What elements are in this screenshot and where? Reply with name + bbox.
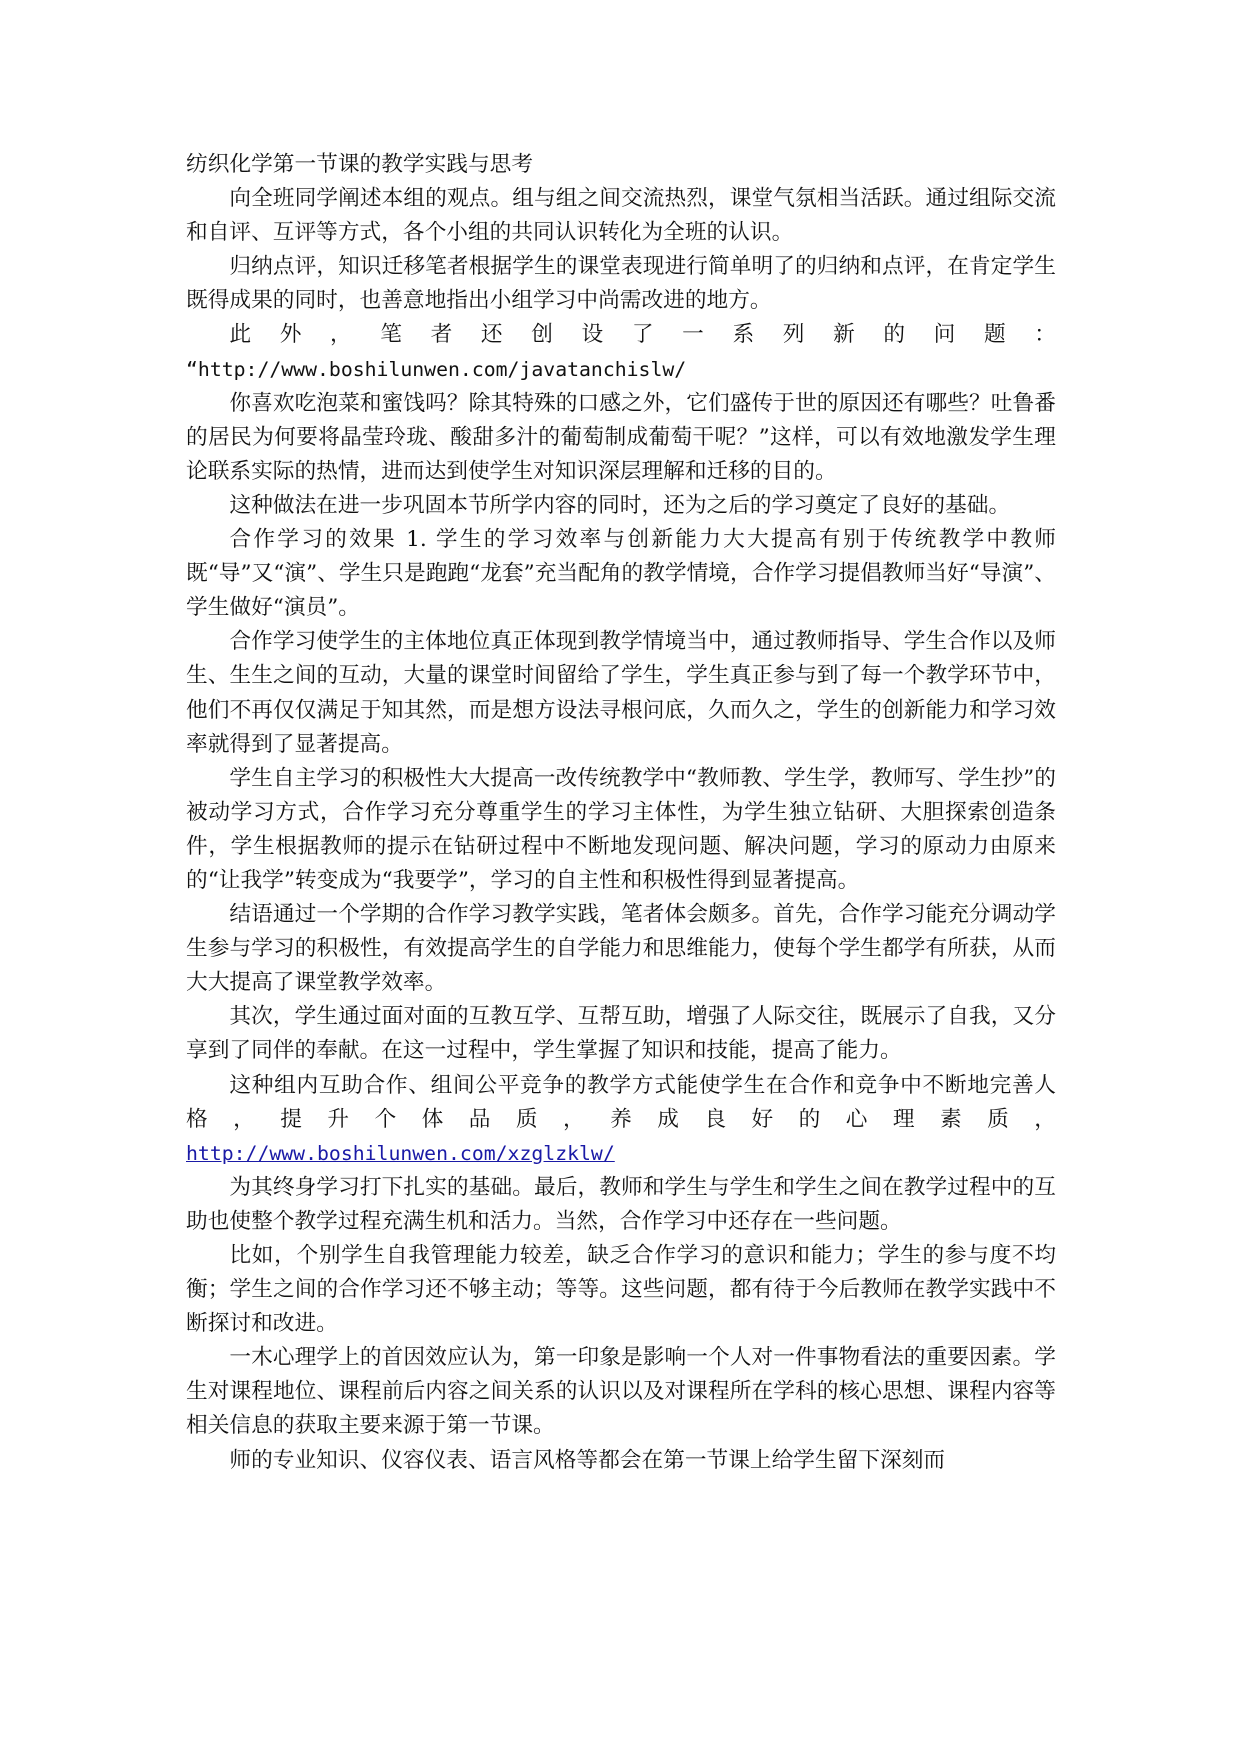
paragraph: 归纳点评，知识迁移笔者根据学生的课堂表现进行简单明了的归纳和点评，在肯定学生既得成果的同时，也善意地指出小组学习中尚需改进的地方。	[186, 254, 1056, 314]
document-page	[186, 148, 1056, 1478]
paragraph: 你喜欢吃泡菜和蜜饯吗？除其特殊的口感之外，它们盛传于世的原因还有哪些？吐鲁番的居民为何要将晶莹玲珑、酸甜多汁的葡萄制成葡萄干呢？”这样，可以有效地激发学生理论联系实际的热情，进而达到使学生对知识深层理解和迁移的目的。	[186, 390, 1056, 484]
paragraph: 学生自主学习的积极性大大提高一改传统教学中“教师教、学生学，教师写、学生抄”的被动学习方式，合作学习充分尊重学生的学习主体性，为学生独立钻研、大胆探索创造条件，学生根据教师的提示在钻研过程中不断地发现问题、解决问题，学习的原动力由原来的“让我学”转变成为“我要学”，学习的自主性和积极性得到显著提高。	[186, 765, 1056, 893]
paragraph: 此外，笔者还创设了一系列新的问题：	[229, 322, 1056, 348]
paragraph: 这种组内互助合作、组间公平竞争的教学方式能使学生在合作和竞争中不断地完善人格，提升个体品质，养成良好的心理素质，	[186, 1072, 1056, 1132]
hyperlink[interactable]: http://www.boshilunwen.com/xzglzklw/	[186, 1141, 615, 1165]
paragraph: 比如，个别学生自我管理能力较差，缺乏合作学习的意识和能力；学生的参与度不均衡；学生之间的合作学习还不够主动；等等。这些问题，都有待于今后教师在教学实践中不断探讨和改进。	[186, 1243, 1056, 1337]
paragraph: 师的专业知识、仪容仪表、语言风格等都会在第一节课上给学生留下深刻而	[229, 1447, 946, 1473]
paragraph: 为其终身学习打下扎实的基础。最后，教师和学生与学生和学生之间在教学过程中的互助也使整个教学过程充满生机和活力。当然，合作学习中还存在一些问题。	[186, 1174, 1056, 1234]
paragraph: 向全班同学阐述本组的观点。组与组之间交流热烈，课堂气氛相当活跃。通过组际交流和自评、互评等方式，各个小组的共同认识转化为全班的认识。	[186, 186, 1056, 246]
paragraph: 这种做法在进一步巩固本节所学内容的同时，还为之后的学习奠定了良好的基础。	[229, 492, 1011, 518]
document-title: 纺织化学第一节课的教学实践与思考	[186, 152, 534, 177]
paragraph: 其次，学生通过面对面的互教互学、互帮互助，增强了人际交往，既展示了自我，又分享到了同伴的奉献。在这一过程中，学生掌握了知识和技能，提高了能力。	[186, 1004, 1056, 1064]
paragraph: 一木心理学上的首因效应认为，第一印象是影响一个人对一件事物看法的重要因素。学生对课程地位、课程前后内容之间关系的认识以及对课程所在学科的核心思想、课程内容等相关信息的获取主要来源于第一节课。	[186, 1345, 1056, 1439]
hyperlink-line	[186, 1137, 1056, 1171]
paragraph: 结语通过一个学期的合作学习教学实践，笔者体会颇多。首先，合作学习能充分调动学生参与学习的积极性，有效提高学生的自学能力和思维能力，使每个学生都学有所获，从而大大提高了课堂教学效率。	[186, 902, 1056, 996]
paragraph: 合作学习使学生的主体地位真正体现到教学情境当中，通过教师指导、学生合作以及师生、生生之间的互动，大量的课堂时间留给了学生，学生真正参与到了每一个教学环节中，他们不再仅仅满足于知其然，而是想方设法寻根问底，久而久之，学生的创新能力和学习效率就得到了显著提高。	[186, 629, 1056, 757]
url-text-line: “http://www.boshilunwen.com/javatanchislw/	[186, 357, 687, 381]
paragraph: 合作学习的效果 1. 学生的学习效率与创新能力大大提高有别于传统教学中教师既“导”又“演”、学生只是跑跑“龙套”充当配角的教学情境，合作学习提倡教师当好“导演”、学生做好“演员”。	[186, 527, 1056, 621]
